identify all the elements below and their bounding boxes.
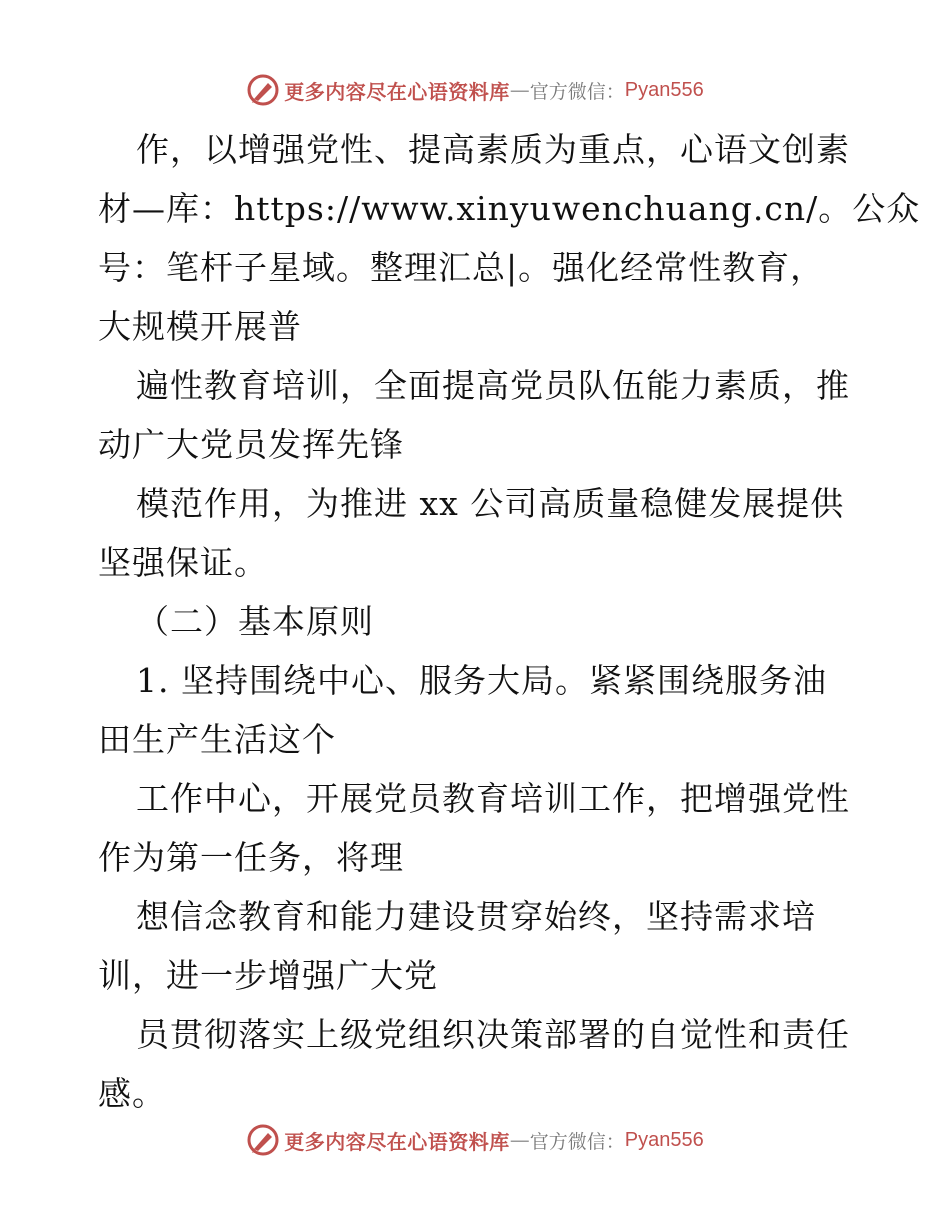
text-line: 员贯彻落实上级党组织决策部署的自觉性和责任 (136, 1015, 850, 1054)
text-line: 遍性教育培训，全面提高党员队伍能力素质，推 (136, 366, 850, 405)
footer-watermark-banner (0, 1120, 950, 1160)
text-line: 训，进一步增强广大党 (98, 956, 438, 995)
banner-wechat-label: 官方微信： (529, 80, 625, 103)
text-line: 感。 (98, 1074, 166, 1113)
text-line: 大规模开展普 (98, 307, 302, 346)
banner-wechat-id: Pyan556 (624, 78, 704, 101)
text-line: 动广大党员发挥先锋 (98, 425, 404, 464)
header-watermark-banner (0, 70, 950, 110)
text-line: 号：笔杆子星域。整理汇总|。强化经常性教育， (98, 248, 825, 287)
banner-main-text: 更多内容尽在心语资料库 (284, 79, 510, 104)
pen-logo-icon (246, 1123, 280, 1157)
document-body (98, 120, 921, 1123)
text-line: 想信念教育和能力建设贯穿始终，坚持需求培 (136, 897, 816, 936)
banner-wechat-id: Pyan556 (624, 1128, 704, 1151)
text-line: 作，以增强党性、提高素质为重点，心语文创素 (136, 130, 850, 169)
banner-main-text: 更多内容尽在心语资料库 (284, 1129, 510, 1154)
text-line: 工作中心，开展党员教育培训工作，把增强党性 (136, 779, 850, 818)
pen-logo-icon (246, 73, 280, 107)
text-line: 作为第一任务，将理 (98, 838, 404, 877)
text-line: 1. 坚持围绕中心、服务大局。紧紧围绕服务油 (136, 661, 827, 700)
text-line: 材—库：https://www.xinyuwenchuang.cn/。公众 (98, 189, 921, 228)
text-line: 坚强保证。 (98, 543, 268, 582)
section-heading: （二）基本原则 (136, 602, 374, 641)
text-line: 模范作用，为推进 xx 公司高质量稳健发展提供 (136, 484, 845, 523)
banner-dash: — (509, 78, 530, 102)
banner-wechat-label: 官方微信： (529, 1130, 625, 1153)
text-line: 田生产生活这个 (98, 720, 336, 759)
banner-dash: — (509, 1128, 530, 1152)
